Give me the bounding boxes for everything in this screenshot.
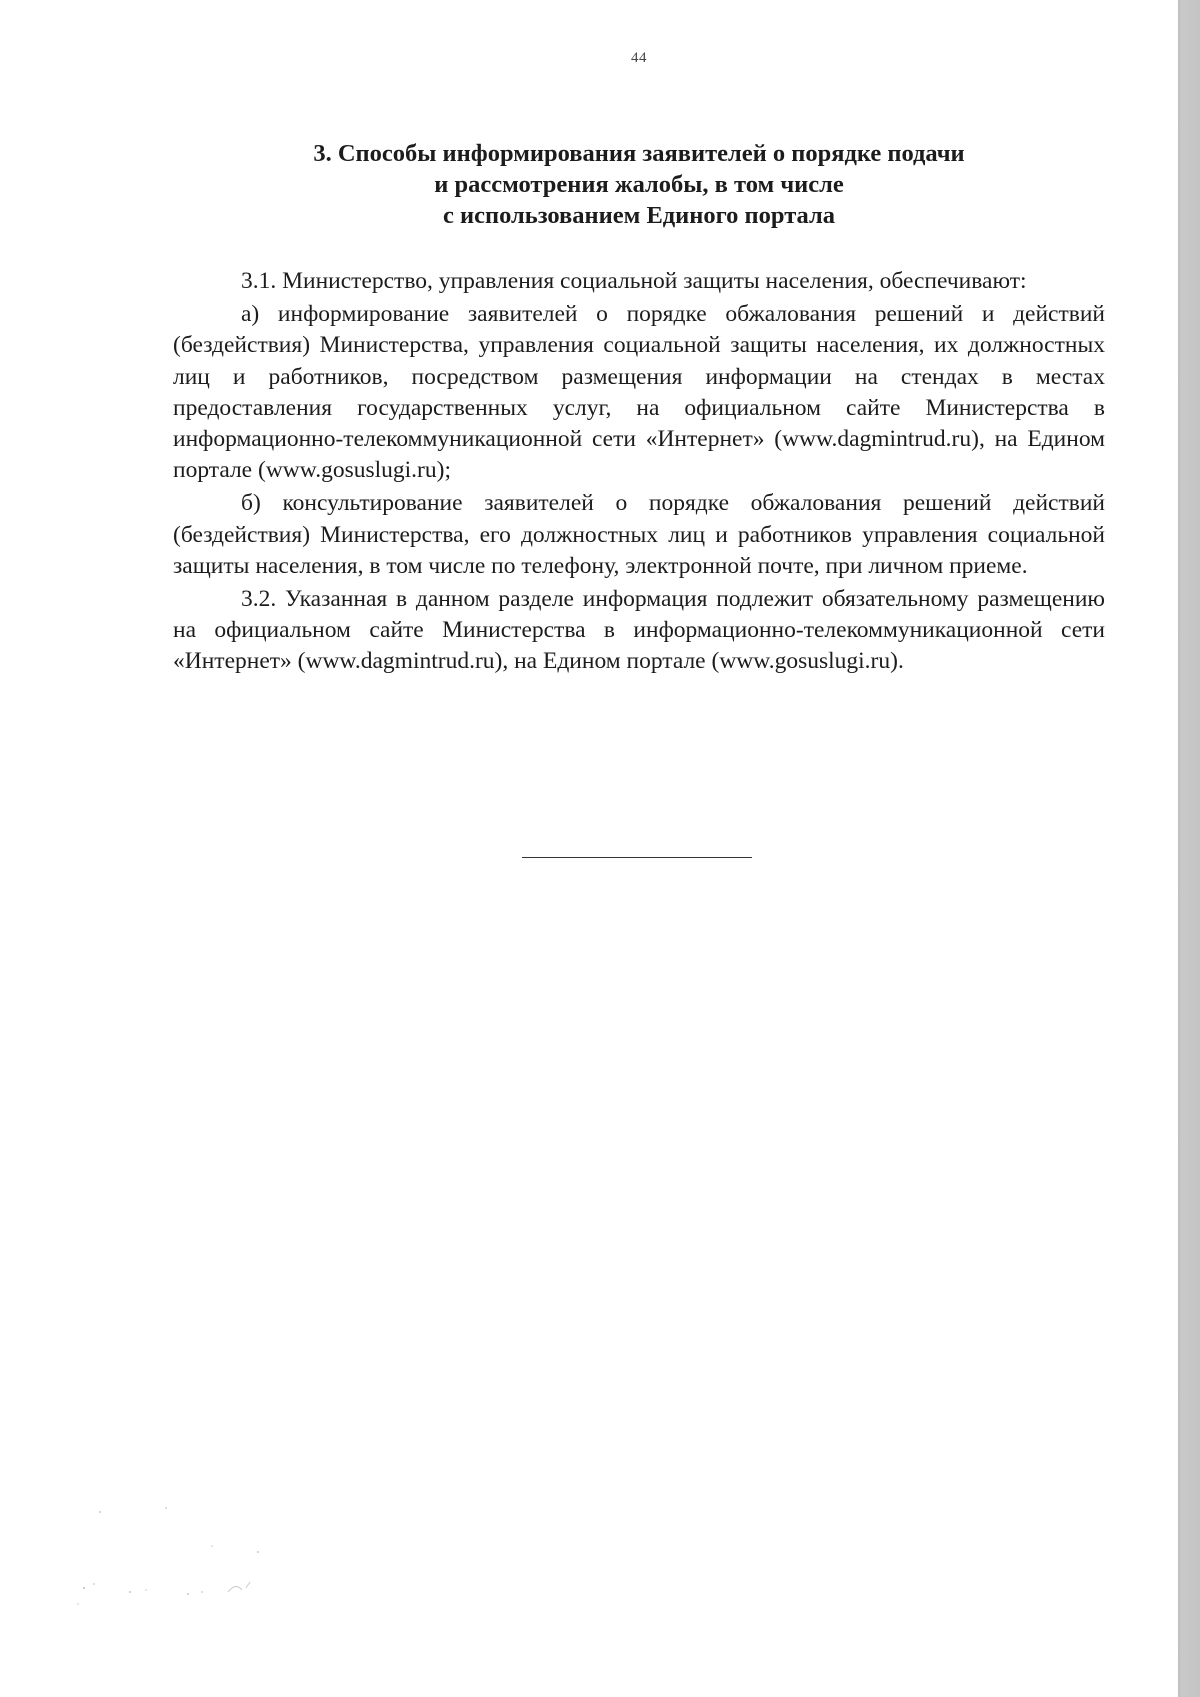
paragraph-item-a: а) информирование заявителей о порядке обжалования решений и действий (бездействия) Министерства, управления социальной защиты населения, их должностных лиц и работников, посредством размещения информации на стендах в местах предоставления государственных услуг, на официальном сайте Министерства в информационно-телекоммуникационной сети «Интернет» (www.dagmintrud.ru), на Едином портале (www.gosuslugi.ru); [173, 301, 1105, 484]
paragraph-3-2: 3.2. Указанная в данном разделе информация подлежит обязательному размещению на официальном сайте Министерства в информационно-телекоммуникационной сети «Интернет» (www.dagmintrud.ru), на Едином портале (www.gosuslugi.ru). [173, 586, 1105, 675]
paragraph-item-b: б) консультирование заявителей о порядке обжалования решений действий (бездействия) Министерства, его должностных лиц и работников управления социальной защиты населения, в том числе по телефону, электронной почте, при личном приеме. [173, 490, 1105, 579]
document-body [173, 266, 1105, 680]
paragraph-3-1: 3.1. Министерство, управления социальной защиты населения, обеспечивают: [241, 268, 1027, 294]
scan-noise [60, 1500, 280, 1620]
scan-edge [1178, 0, 1200, 1697]
section-title-line: и рассмотрения жалобы, в том числе [434, 171, 844, 198]
section-title-line: с использованием Единого портала [442, 202, 836, 229]
section-title [174, 138, 1104, 231]
page-number: 44 [631, 50, 647, 66]
end-divider [522, 857, 752, 858]
section-title-line: 3. Способы информирования заявителей о порядке подачи [313, 140, 965, 167]
